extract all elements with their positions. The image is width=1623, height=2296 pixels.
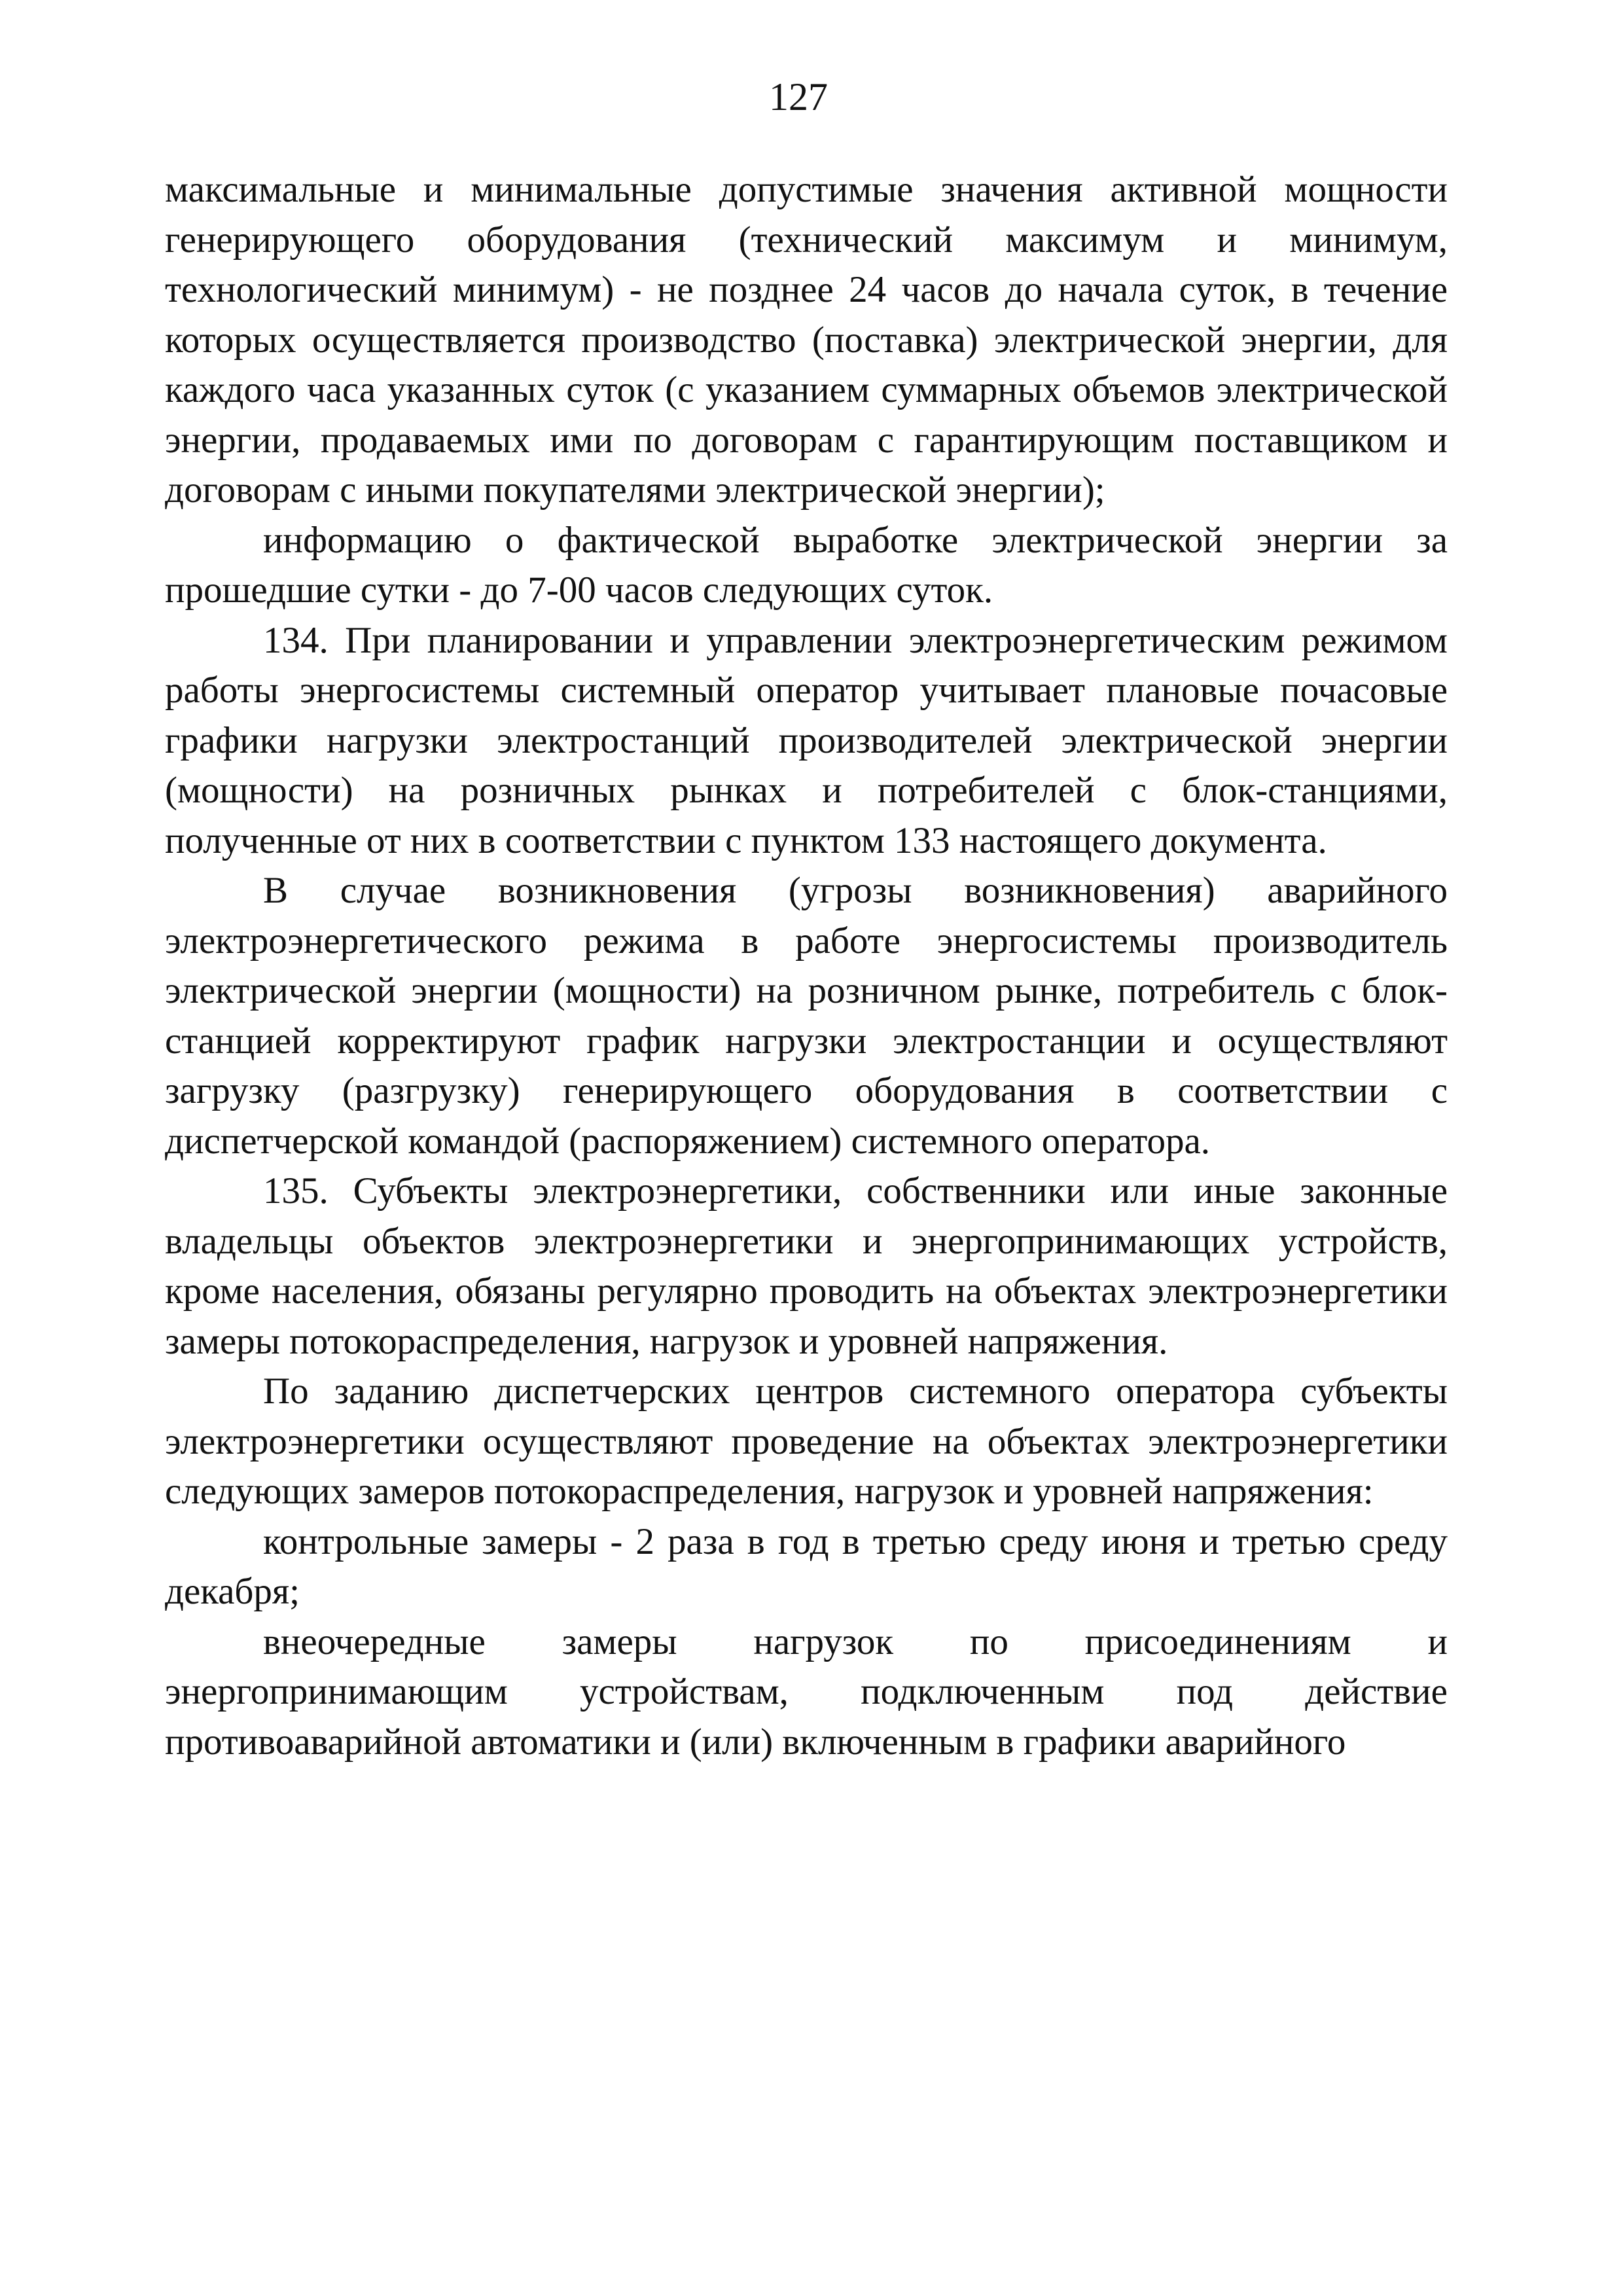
paragraph-emergency-mode: В случае возникновения (угрозы возникновения) аварийного электроэнергетического режима в работе энергосистемы производитель электрической энергии (мощности) на розничном рынке, потребитель с блок-станцией корректируют график нагрузки электростанции и осуществляют загрузку (разгрузку) генерирующего оборудования в соответствии с диспетчерской командой (распоряжением) системного оператора. [165,870,1448,1162]
document-body [165,165,1448,1767]
page-number: 127 [769,75,828,118]
paragraph-134: 134. При планировании и управлении электроэнергетическим режимом работы энергосистемы системный оператор учитывает плановые почасовые графики нагрузки электростанций производителей электрической энергии (мощности) на розничных рынках и потребителей с блок-станциями, полученные от них в соответствии с пунктом 133 настоящего документа. [165,619,1448,861]
paragraph-actual-output: информацию о фактической выработке электрической энергии за прошедшие сутки - до 7-00 часов следующих суток. [165,519,1448,611]
paragraph-control-measurements: контрольные замеры - 2 раза в год в третью среду июня и третью среду декабря; [165,1520,1448,1612]
paragraph-power-limits: максимальные и минимальные допустимые значения активной мощности генерирующего оборудования (технический максимум и минимум, технологический минимум) - не позднее 24 часов до начала суток, в течение которых осуществляется производство (поставка) электрической энергии, для каждого часа указанных суток (с указанием суммарных объемов электрической энергии, продаваемых ими по договорам с гарантирующим поставщиком и договорам с иными покупателями электрической энергии); [165,169,1448,511]
paragraph-extraordinary-measurements: внеочередные замеры нагрузок по присоединениям и энергопринимающим устройствам, подключенным под действие противоаварийной автоматики и (или) включенным в графики аварийного [165,1621,1448,1763]
paragraph-dispatch-measurements: По заданию диспетчерских центров системного оператора субъекты электроэнергетики осуществляют проведение на объектах электроэнергетики следующих замеров потокораспределения, нагрузок и уровней напряжения: [165,1371,1448,1512]
paragraph-135: 135. Субъекты электроэнергетики, собственники или иные законные владельцы объектов электроэнергетики и энергопринимающих устройств, кроме населения, обязаны регулярно проводить на объектах электроэнергетики замеры потокораспределения, нагрузок и уровней напряжения. [165,1170,1448,1362]
